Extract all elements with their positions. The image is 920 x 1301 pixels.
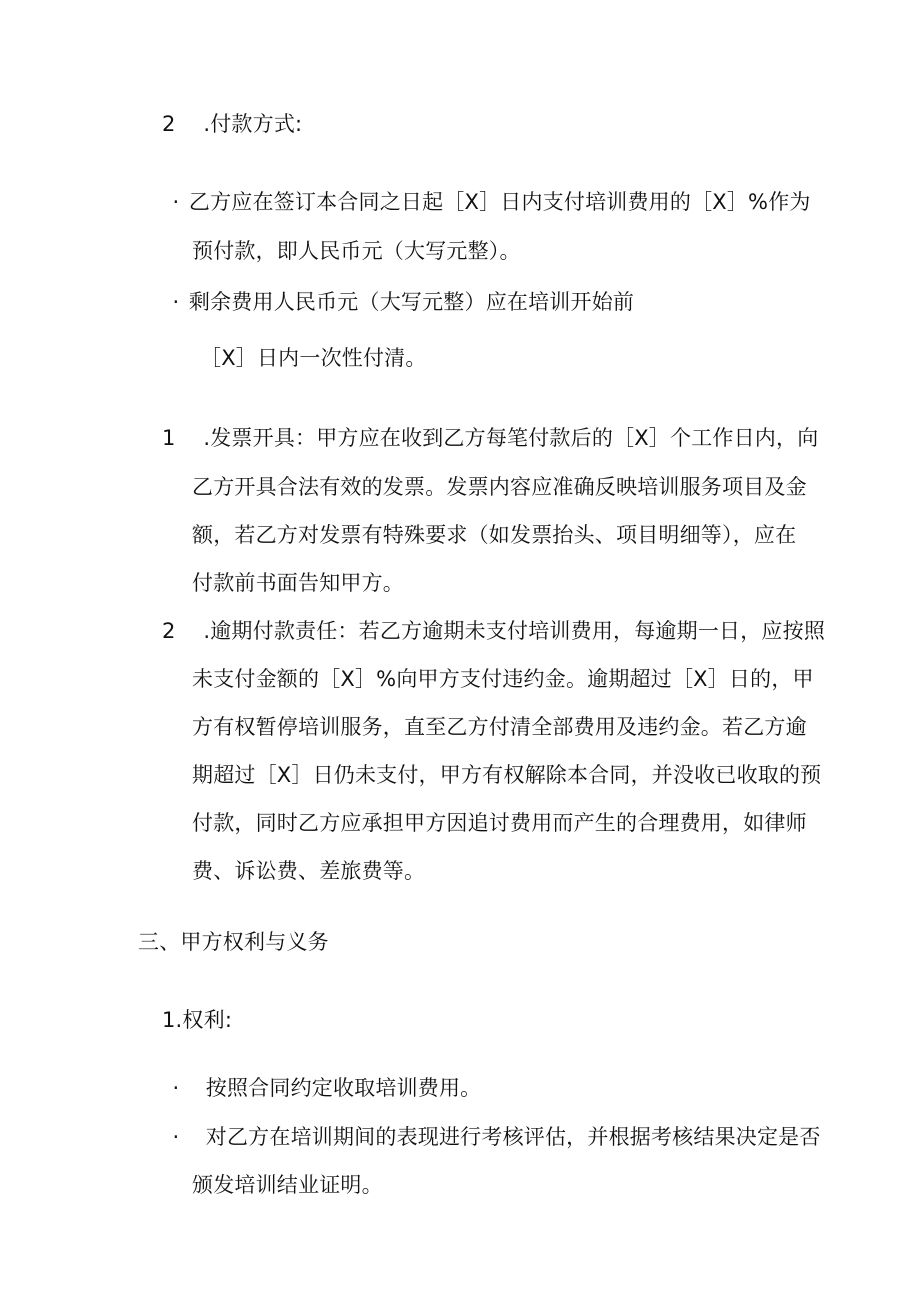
overdue-item-line-1	[162, 617, 825, 645]
payment-bullet-2-line-2: ［X］日内一次性付清。	[200, 346, 427, 370]
item-number: 2	[162, 619, 176, 643]
overdue-text: .逾期付款责任：若乙方逾期未支付培训费用，每逾期一日，应按照	[203, 619, 826, 643]
rights-bullet-1	[170, 1074, 481, 1102]
bullet-text: 乙方应在签订本合同之日起［X］日内支付培训费用的［X］%作为	[188, 190, 811, 214]
invoice-item-line-2: 乙方开具合法有效的发票。发票内容应准确反映培训服务项目及金	[192, 475, 807, 499]
payment-bullet-2-line-1	[170, 288, 634, 316]
invoice-item-line-4: 付款前书面告知甲方。	[192, 571, 404, 595]
rights-bullet-2-line-2: 颁发培训结业证明。	[192, 1173, 383, 1197]
overdue-item-line-3: 方有权暂停培训服务，直至乙方付清全部费用及违约金。若乙方逾	[192, 715, 807, 739]
payment-method-title: .付款方式:	[203, 112, 303, 136]
overdue-item-line-2: 未支付金额的［X］%向甲方支付违约金。逾期超过［X］日的，甲	[192, 667, 814, 691]
overdue-item-line-4: 期超过［X］日仍未支付，甲方有权解除本合同，并没收已收取的预	[192, 763, 822, 787]
payment-bullet-1-line-1	[170, 188, 811, 216]
invoice-text: .发票开具：甲方应在收到乙方每笔付款后的［X］个工作日内，向	[203, 426, 819, 450]
bullet-text: 对乙方在培训期间的表现进行考核评估，并根据考核结果决定是否	[205, 1125, 821, 1149]
rights-heading: 1.权利:	[162, 1008, 233, 1032]
item-number: 2	[162, 112, 176, 136]
item-number: 1	[162, 426, 176, 450]
bullet-marker: ·	[172, 1076, 180, 1100]
bullet-marker: ·	[172, 190, 180, 214]
bullet-marker: ·	[172, 1125, 180, 1149]
bullet-marker: ·	[172, 290, 180, 314]
overdue-item-line-5: 付款，同时乙方应承担甲方因追讨费用而产生的合理费用，如律师	[192, 811, 807, 835]
bullet-text: 剩余费用人民币元（大写元整）应在培训开始前	[188, 290, 635, 314]
section-three-heading: 三、甲方权利与义务	[138, 930, 329, 954]
bullet-text: 按照合同约定收取培训费用。	[205, 1076, 482, 1100]
invoice-item-line-3: 额，若乙方对发票有特殊要求（如发票抬头、项目明细等），应在	[192, 523, 797, 547]
payment-method-heading	[162, 110, 302, 138]
payment-bullet-1-line-2: 预付款，即人民币元（大写元整）。	[192, 239, 521, 263]
overdue-item-line-6: 费、诉讼费、差旅费等。	[192, 859, 426, 883]
invoice-item-line-1	[162, 424, 818, 452]
rights-bullet-2-line-1	[170, 1123, 821, 1151]
